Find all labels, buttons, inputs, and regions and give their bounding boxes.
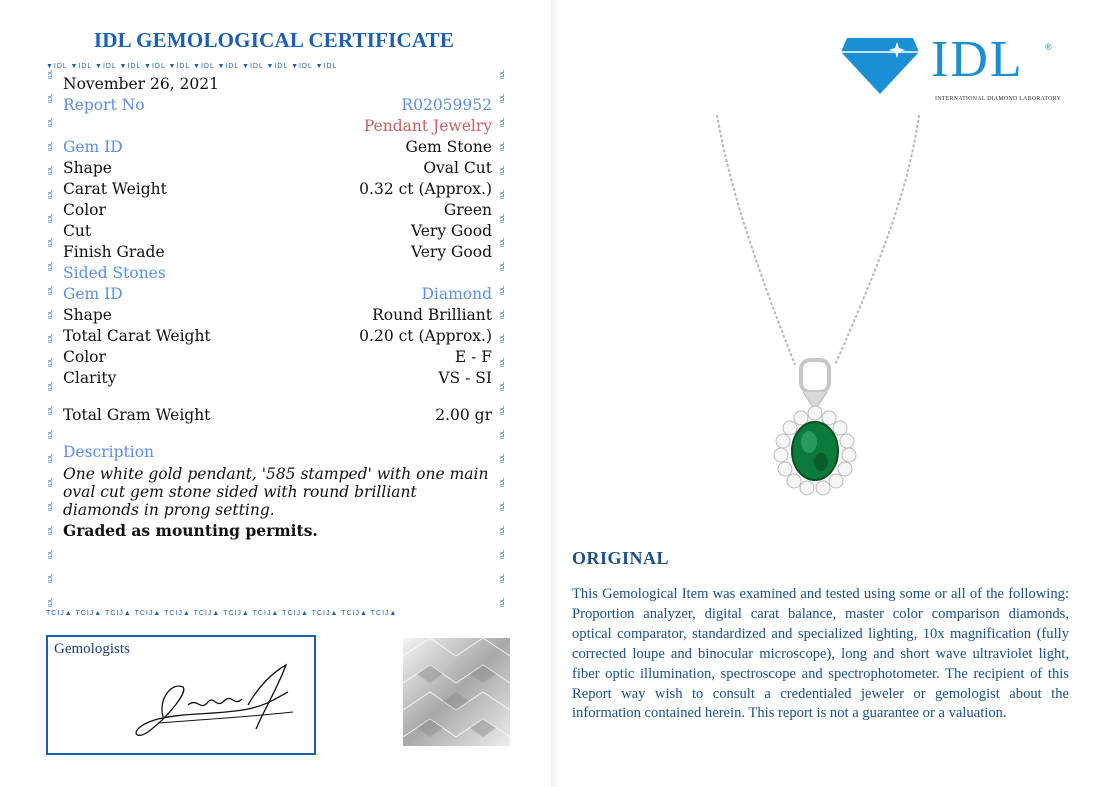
certificate-date: November 26, 2021 [63, 75, 219, 93]
gem-id-value: Gem Stone [405, 138, 492, 156]
border-side-mark: IDL [48, 357, 54, 367]
sided-stones-heading: Sided Stones [63, 264, 166, 282]
sided-clarity-label: Clarity [63, 369, 117, 387]
border-side-mark: IDL [500, 117, 506, 127]
cut-label: Cut [63, 222, 92, 240]
border-side-mark: IDL [500, 69, 506, 79]
certificate-title: IDL GEMOLOGICAL CERTIFICATE [93, 28, 455, 52]
border-right-pattern [500, 62, 510, 622]
border-side-mark: IDL [500, 309, 506, 319]
border-side-mark: IDL [500, 285, 506, 295]
border-side-mark: IDL [48, 285, 54, 295]
carat-label: Carat Weight [63, 180, 167, 198]
border-side-mark: IDL [48, 165, 54, 175]
original-heading: ORIGINAL [572, 548, 670, 568]
sided-carat-row [63, 326, 492, 347]
border-side-mark: IDL [500, 525, 506, 535]
border-side-mark: IDL [48, 501, 54, 511]
sided-color-label: Color [63, 348, 106, 366]
item-type: Pendant Jewelry [363, 117, 492, 135]
border-side-mark: IDL [500, 261, 506, 271]
sided-shape-label: Shape [63, 306, 112, 324]
sided-carat-label: Total Carat Weight [63, 327, 211, 345]
border-side-mark: IDL [500, 141, 506, 151]
border-side-mark: IDL [48, 69, 54, 79]
border-side-mark: IDL [500, 597, 506, 607]
border-side-mark: IDL [500, 381, 506, 391]
border-side-mark: IDL [500, 165, 506, 175]
sided-shape-row [63, 305, 492, 326]
border-side-mark: IDL [48, 549, 54, 559]
original-disclaimer: This Gemological Item was examined and tested using some or all of the following: Proportion analyzer, digital carat balance, master color comparison diamonds, optical comparator, standardized and specialized lighting, 10x magnification (fully corrected loupe and binocular microscope), long and short wave ultraviolet light, fiber optic illumination, spectroscope and spectrophotometer. The recipient of this Report way wish to consult a credentialed jeweler or gemologist about the information contained herein. This report is not a guarantee or a valuation. [572, 586, 1069, 722]
gem-id-label: Gem ID [63, 138, 123, 156]
total-weight-label: Total Gram Weight [63, 406, 211, 424]
shape-row [63, 158, 492, 179]
border-side-mark: IDL [48, 405, 54, 415]
signature-image [128, 657, 303, 747]
border-side-mark: IDL [500, 453, 506, 463]
report-no-label: Report No [63, 96, 145, 114]
sided-stones-heading-row [63, 263, 492, 284]
finish-label: Finish Grade [63, 243, 165, 261]
cut-value: Very Good [410, 222, 492, 240]
border-side-mark: IDL [48, 597, 54, 607]
border-side-mark: IDL [500, 429, 506, 439]
border-side-mark: IDL [48, 141, 54, 151]
report-no-value: R02059952 [401, 96, 492, 114]
logo-text: IDL [931, 31, 1024, 88]
sided-gem-id-label: Gem ID [63, 285, 123, 303]
color-row [63, 200, 492, 221]
border-side-mark: IDL [48, 309, 54, 319]
border-side-mark: IDL [500, 405, 506, 415]
description-text: One white gold pendant, '585 stamped' with one main oval cut gem stone sided with round brilliant diamonds in prong setting. [63, 465, 489, 519]
border-side-mark: IDL [48, 477, 54, 487]
carat-value: 0.32 ct (Approx.) [359, 180, 492, 198]
main-gem-id-row [63, 137, 492, 158]
logo-registered-mark: ® [1045, 42, 1052, 52]
border-side-mark: IDL [500, 213, 506, 223]
border-side-mark: IDL [48, 261, 54, 271]
border-side-mark: IDL [500, 237, 506, 247]
sided-shape-value: Round Brilliant [372, 306, 492, 324]
date-row [63, 74, 492, 95]
gemologists-box [46, 635, 316, 755]
sided-carat-value: 0.20 ct (Approx.) [359, 327, 492, 345]
border-side-mark: IDL [500, 189, 506, 199]
pendant-image [707, 110, 927, 510]
sided-color-row [63, 347, 492, 368]
border-side-mark: IDL [48, 429, 54, 439]
border-side-mark: IDL [48, 573, 54, 583]
border-side-mark: IDL [500, 357, 506, 367]
finish-row [63, 242, 492, 263]
finish-value: Very Good [410, 243, 492, 261]
sided-clarity-value: VS - SI [438, 369, 492, 387]
sided-color-value: E - F [454, 348, 492, 366]
border-side-mark: IDL [500, 573, 506, 583]
border-side-mark: IDL [48, 237, 54, 247]
gemologists-label: Gemologists [54, 641, 130, 657]
graded-note: Graded as mounting permits. [63, 521, 318, 540]
border-side-mark: IDL [48, 117, 54, 127]
idl-logo [839, 31, 1063, 114]
logo-subtitle: INTERNATIONAL DIAMOND LABORATORY [935, 96, 1062, 102]
sided-gem-id-value: Diamond [421, 285, 492, 303]
cut-row [63, 221, 492, 242]
border-left-pattern [48, 62, 58, 622]
sided-gem-id-row [63, 284, 492, 305]
product-panel [557, 0, 1101, 787]
report-no-row [63, 95, 492, 116]
shape-label: Shape [63, 159, 112, 177]
border-side-mark: IDL [48, 333, 54, 343]
hologram-seal [403, 638, 510, 746]
color-value: Green [443, 201, 492, 219]
border-top-pattern: ▼IDL ▼IDL ▼IDL ▼IDL ▼IDL ▼IDL ▼IDL ▼IDL ▼IDL ▼IDL ▼IDL ▼IDL [46, 63, 338, 70]
border-side-mark: IDL [48, 453, 54, 463]
border-side-mark: IDL [48, 213, 54, 223]
border-side-mark: IDL [48, 525, 54, 535]
shape-value: Oval Cut [423, 159, 492, 177]
carat-row [63, 179, 492, 200]
border-side-mark: IDL [500, 549, 506, 559]
border-side-mark: IDL [500, 501, 506, 511]
border-side-mark: IDL [500, 477, 506, 487]
diamond-logo-icon [839, 36, 921, 96]
border-bottom-pattern: TCIJ▲ TCIJ▲ TCIJ▲ TCIJ▲ TCIJ▲ TCIJ▲ TCIJ▲ TCIJ▲ TCIJ▲ TCIJ▲ TCIJ▲ TCIJ▲ [46, 610, 398, 617]
description-label-row [63, 442, 492, 463]
total-weight-row [63, 405, 492, 426]
description-label: Description [63, 443, 155, 461]
border-side-mark: IDL [500, 93, 506, 103]
color-label: Color [63, 201, 106, 219]
border-side-mark: IDL [48, 93, 54, 103]
border-side-mark: IDL [48, 381, 54, 391]
certificate-body [63, 74, 492, 541]
border-side-mark: IDL [48, 189, 54, 199]
sided-clarity-row [63, 368, 492, 389]
total-weight-value: 2.00 gr [435, 406, 492, 424]
border-side-mark: IDL [500, 333, 506, 343]
item-type-row [63, 116, 492, 137]
